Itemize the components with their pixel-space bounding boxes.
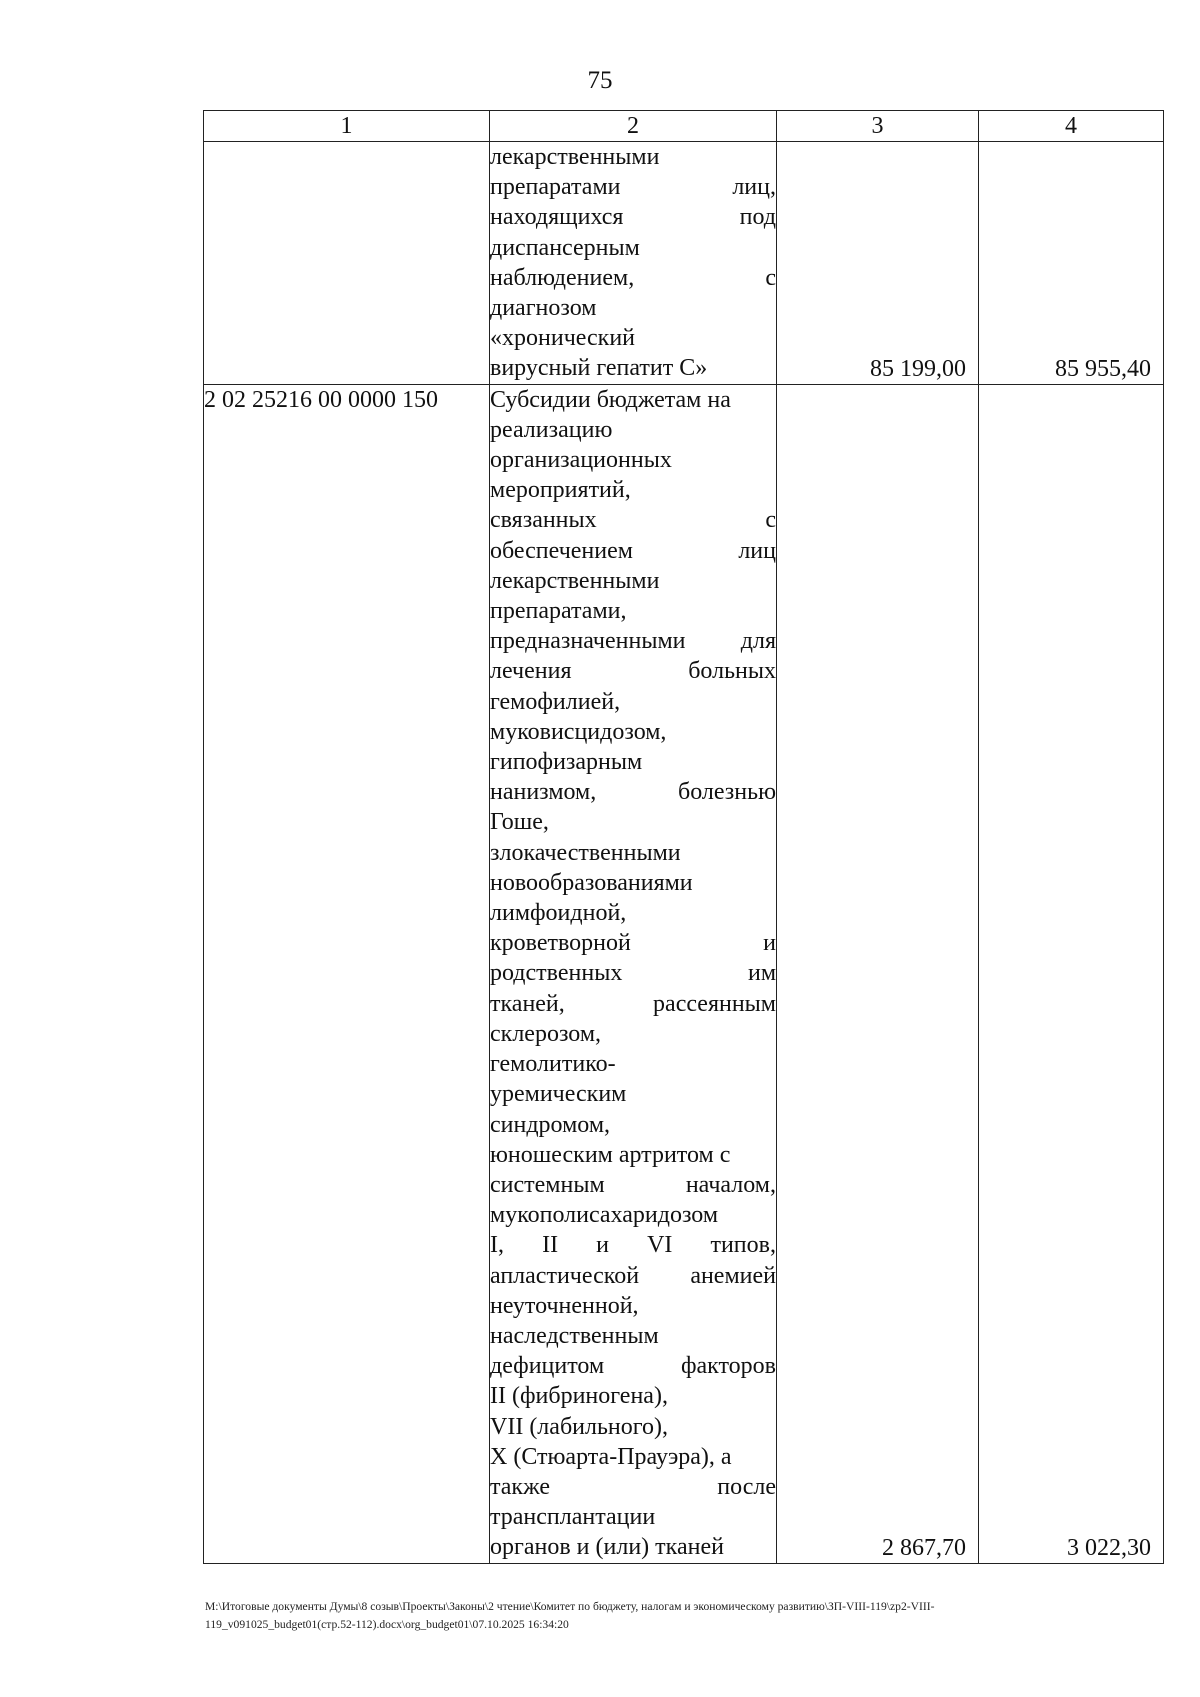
- text-line: злокачественными: [490, 839, 681, 866]
- text-line: нанизмом, болезнью: [490, 779, 776, 806]
- text-line: «хронический: [490, 325, 636, 352]
- text-line: находящихся под: [490, 204, 776, 231]
- text-line: юношеским артритом с: [490, 1141, 731, 1168]
- description-cell: [490, 384, 777, 1563]
- text-line: Субсидии бюджетам на: [490, 386, 731, 413]
- text-line: Гоше,: [490, 809, 549, 836]
- text-line: II (фибриногена),: [490, 1383, 668, 1410]
- text-line: лимфоидной,: [490, 900, 627, 927]
- text-line: гемофилией,: [490, 688, 621, 715]
- text-line: М:\Итоговые документы Думы\8 созыв\Проекты\Законы\2 чтение\Комитет по бюджету, налогам и экономическому развитию\ЗП-VIII-119\zp2-VIII-: [205, 1600, 935, 1613]
- text-line: кроветворной и: [490, 930, 776, 957]
- text-line: I, II и VI типов,: [490, 1232, 776, 1259]
- amount-cell-col3: 2 867,70: [777, 384, 979, 1563]
- text-line: также после: [490, 1473, 776, 1500]
- text-line: органов и (или) тканей: [490, 1534, 724, 1561]
- text-line: мукополисахаридозом: [490, 1202, 719, 1229]
- text-line: реализацию: [490, 416, 613, 443]
- amount-cell-col4: 85 955,40: [979, 142, 1164, 385]
- text-line: 119_v091025_budget01(стр.52-112).docx\org_budget01\07.10.2025 16:34:20: [205, 1618, 569, 1631]
- text-line: новообразованиями: [490, 869, 693, 896]
- text-line: связанных с: [490, 507, 776, 534]
- text-line: родственных им: [490, 960, 776, 987]
- column-header-4: 4: [979, 111, 1164, 142]
- text-line: диспансерным: [490, 234, 640, 261]
- text-line: организационных: [490, 447, 672, 474]
- text-line: препаратами,: [490, 598, 627, 625]
- file-path-footer: [205, 1598, 1165, 1634]
- text-line: наблюдением, с: [490, 264, 776, 291]
- text-line: неуточненной,: [490, 1292, 639, 1319]
- text-line: гемолитико-: [490, 1051, 616, 1078]
- text-line: обеспечением лиц: [490, 537, 776, 564]
- column-header-3: 3: [777, 111, 979, 142]
- text-line: VII (лабильного),: [490, 1413, 668, 1440]
- budget-code-cell: 2 02 25216 00 0000 150: [204, 384, 490, 1563]
- text-line: лекарственными: [490, 144, 660, 170]
- amount-cell-col4: 3 022,30: [979, 384, 1164, 1563]
- page-number: 75: [587, 67, 613, 94]
- text-line: предназначенными для: [490, 628, 776, 655]
- amount-cell-col3: 85 199,00: [777, 142, 979, 385]
- text-line: препаратами лиц,: [490, 174, 776, 201]
- budget-code-cell: [204, 142, 490, 385]
- text-line: гипофизарным: [490, 749, 643, 776]
- column-header-2: 2: [490, 111, 777, 142]
- description-cell: [490, 142, 777, 385]
- text-line: лечения больных: [490, 658, 776, 685]
- text-line: системным началом,: [490, 1171, 776, 1198]
- text-line: лекарственными: [490, 567, 660, 594]
- text-line: уремическим: [490, 1081, 627, 1108]
- text-line: наследственным: [490, 1322, 659, 1349]
- table-row: [204, 384, 1164, 1563]
- text-line: апластической анемией: [490, 1262, 776, 1289]
- text-line: мероприятий,: [490, 477, 631, 504]
- text-line: X (Стюарта-Прауэра), а: [490, 1443, 732, 1470]
- text-line: муковисцидозом,: [490, 718, 667, 745]
- table-header-row: [204, 111, 1164, 142]
- text-line: дефицитом факторов: [490, 1353, 776, 1380]
- table-row: [204, 142, 1164, 385]
- text-line: склерозом,: [490, 1020, 602, 1047]
- budget-table: [203, 110, 1164, 1564]
- text-line: синдромом,: [490, 1111, 611, 1138]
- column-header-1: 1: [204, 111, 490, 142]
- text-line: трансплантации: [490, 1504, 656, 1531]
- text-line: тканей, рассеянным: [490, 990, 776, 1017]
- text-line: диагнозом: [490, 295, 597, 322]
- text-line: вирусный гепатит С»: [490, 355, 708, 382]
